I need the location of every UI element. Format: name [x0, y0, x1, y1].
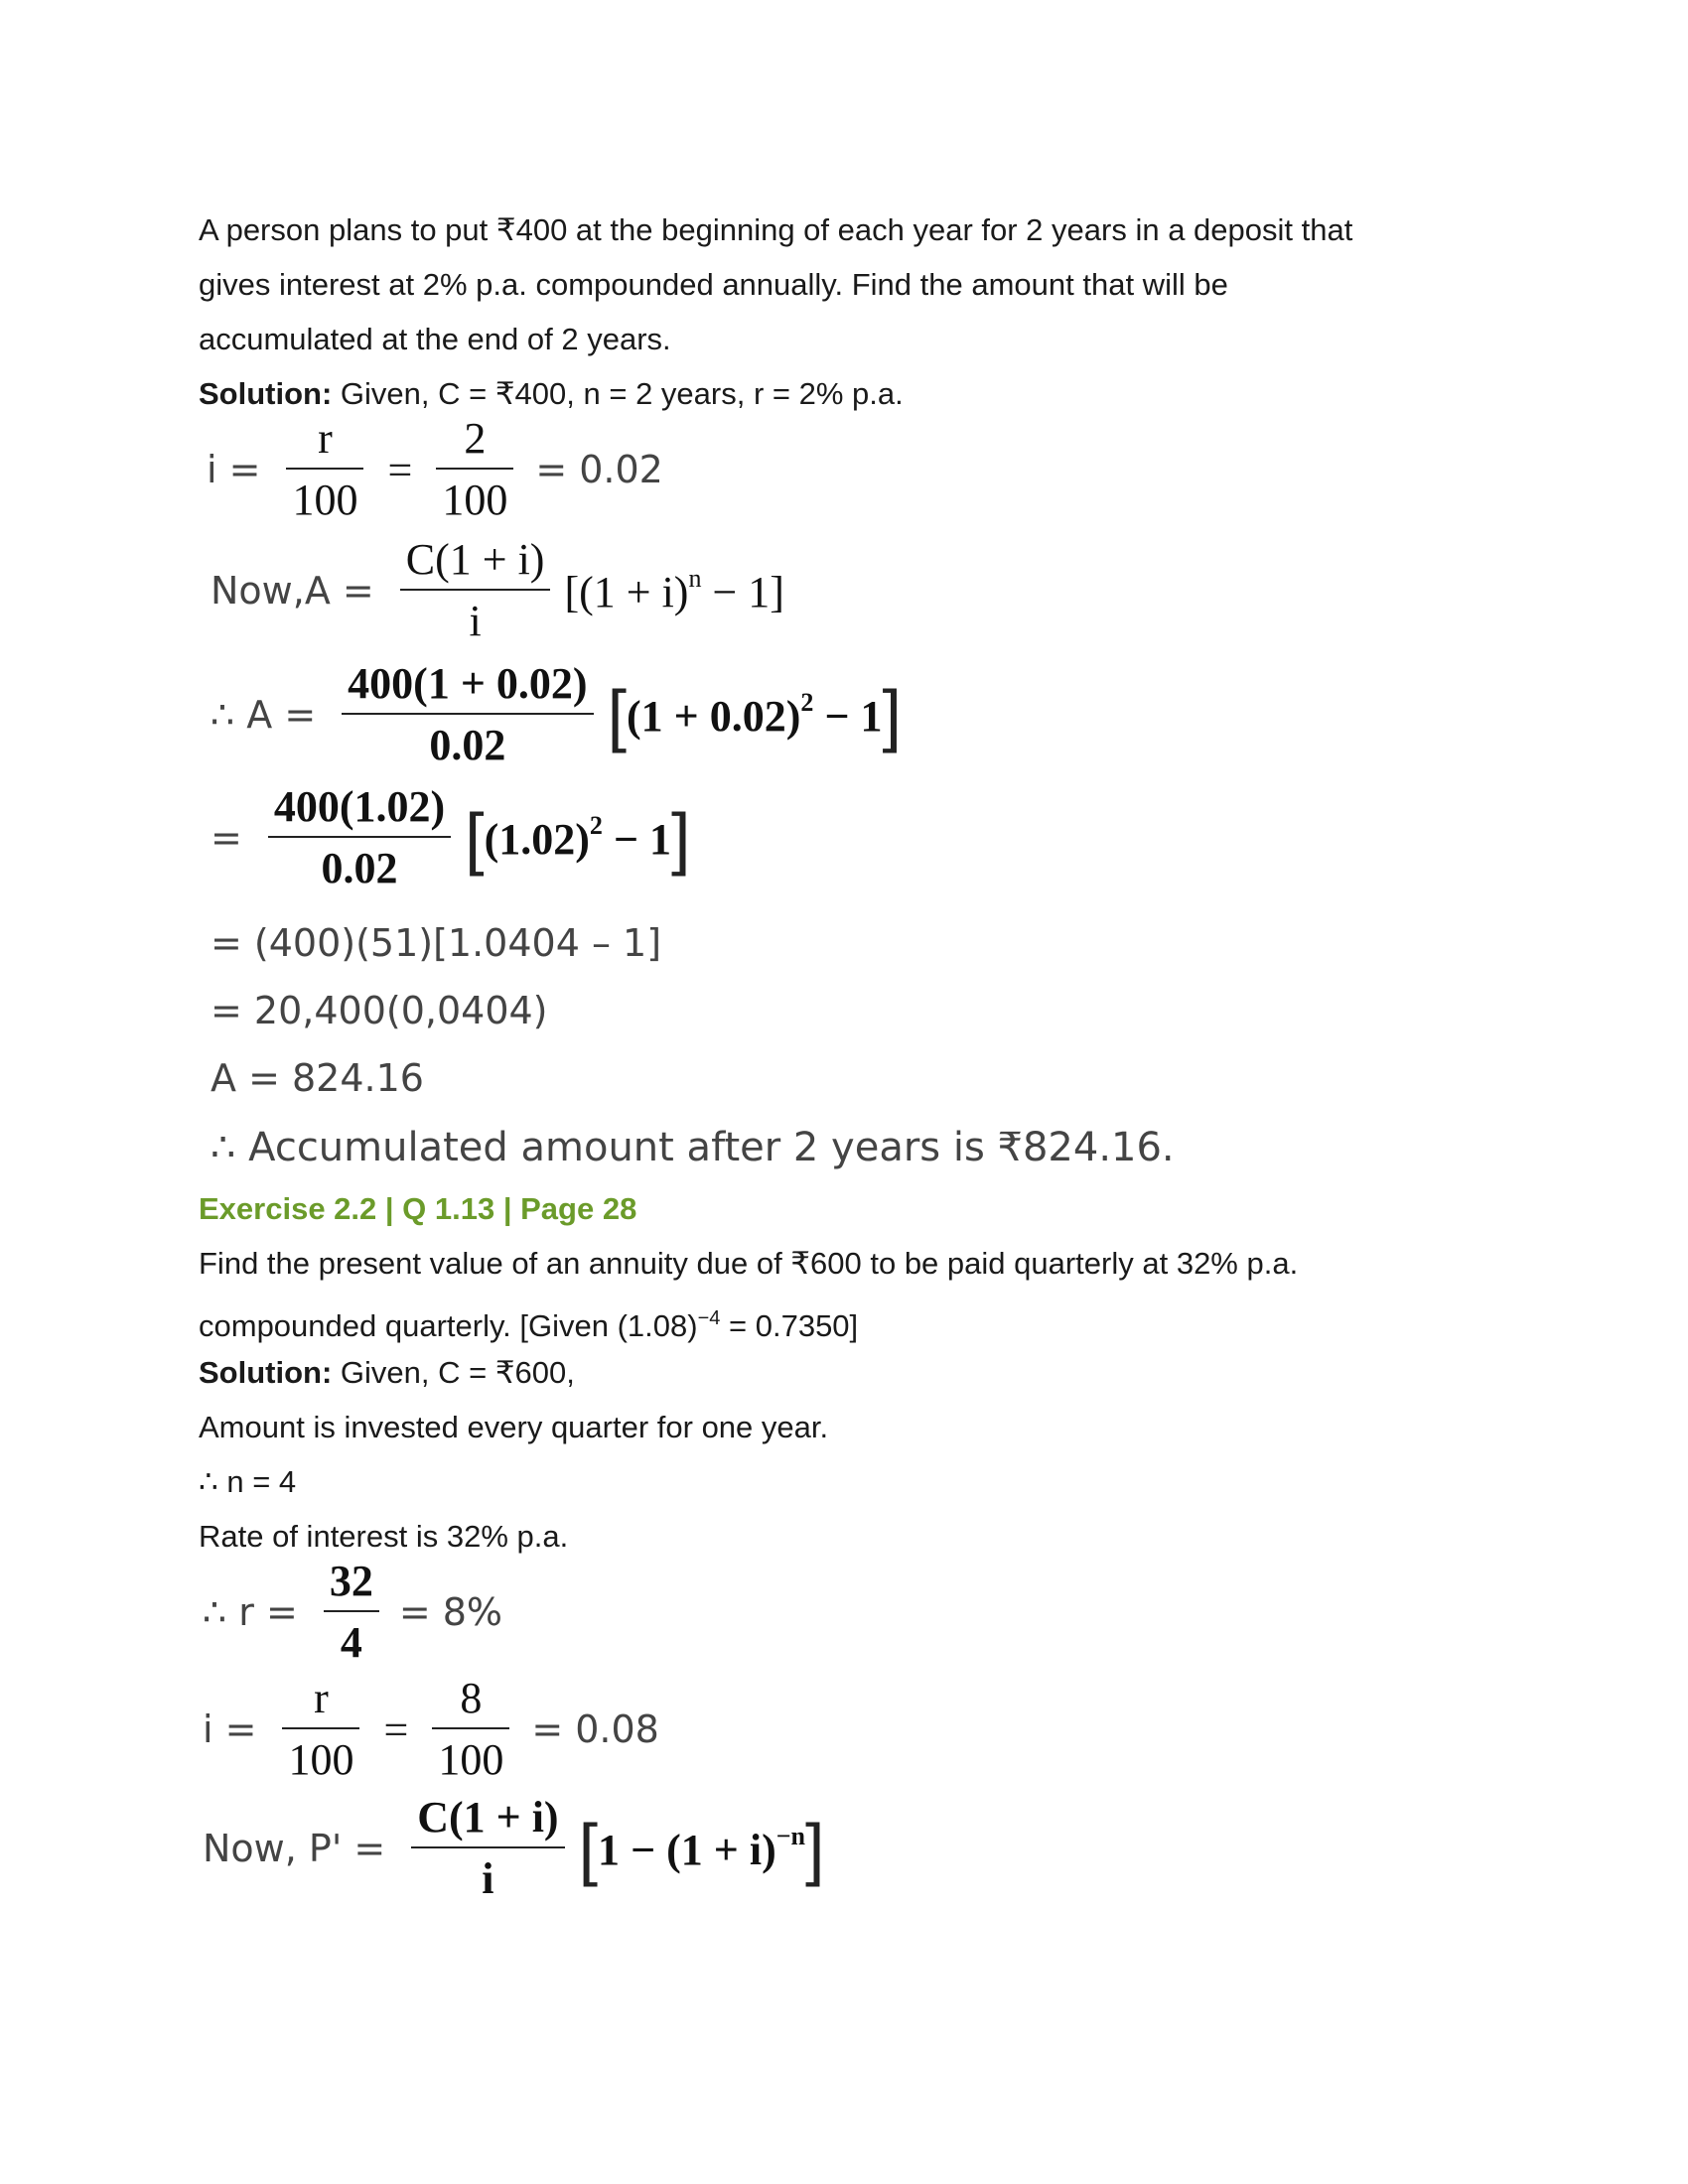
numerator: r	[314, 1674, 329, 1722]
denominator: i	[482, 1854, 494, 1903]
problem1-line1: A person plans to put ₹400 at the beginning of each year for 2 years in a deposit that	[199, 212, 1353, 247]
fraction-r-100	[286, 412, 363, 527]
step-e: A = 824.16	[211, 1056, 424, 1100]
eq-lhs: Now,A =	[211, 569, 374, 613]
solution-label: Solution:	[199, 376, 333, 411]
exponent: n	[688, 564, 702, 593]
bracket-term	[627, 688, 882, 742]
conclusion: ∴ Accumulated amount after 2 years is ₹824.16.	[211, 1125, 1175, 1170]
right-bracket: ]	[671, 799, 691, 877]
bracket-base: (1.02)	[484, 815, 590, 864]
denominator: 4	[340, 1618, 362, 1667]
problem1-line3: accumulated at the end of 2 years.	[199, 322, 671, 356]
denominator: 100	[442, 476, 508, 524]
bracket-base: (1 + 0.02)	[627, 692, 801, 741]
problem2-rate-line: Rate of interest is 32% p.a.	[199, 1519, 569, 1554]
bracket-base: 1 − (1 + i)	[598, 1826, 776, 1874]
line2-post: = 0.7350]	[720, 1308, 859, 1343]
numerator: 400(1.02)	[273, 782, 446, 831]
exponent: 2	[800, 688, 814, 717]
numerator: 32	[329, 1557, 373, 1605]
numerator: r	[318, 414, 333, 463]
bracket-tail: − 1	[813, 692, 883, 741]
denominator: 0.02	[321, 844, 398, 892]
fraction-bar	[286, 468, 363, 470]
denominator: 100	[288, 1735, 354, 1784]
line2-pre: compounded quarterly. [Given (1.08)	[199, 1308, 698, 1343]
fraction-bar	[411, 1846, 564, 1848]
denominator: 100	[292, 476, 358, 524]
eq-lhs: ∴ A =	[211, 693, 317, 737]
exponent: 2	[589, 811, 603, 840]
fraction-bar	[282, 1727, 359, 1729]
eq-result: = 0.08	[531, 1707, 659, 1751]
solution-label: Solution:	[199, 1355, 333, 1390]
exponent: −n	[775, 1822, 806, 1850]
fraction-r-100	[282, 1672, 359, 1787]
fraction-bar	[400, 589, 551, 591]
fraction-c-i	[411, 1791, 564, 1906]
fraction-bar	[324, 1610, 379, 1612]
fraction-bar	[268, 836, 451, 838]
equation-a-substituted	[211, 653, 902, 776]
bracket-term	[564, 564, 783, 617]
problem2-n-line: ∴ n = 4	[199, 1464, 297, 1499]
fraction-400-002	[342, 657, 593, 772]
equals-sign: =	[387, 445, 413, 494]
left-bracket: [	[578, 1810, 599, 1887]
given-text: Given, C = ₹400, n = 2 years, r = 2% p.a.	[332, 376, 904, 411]
problem2-line1: Find the present value of an annuity due of ₹600 to be paid quarterly at 32% p.a.	[199, 1246, 1299, 1281]
right-bracket: ]	[805, 1810, 825, 1887]
fraction-bar	[342, 713, 593, 715]
bracket-term	[485, 811, 671, 865]
equation-i-1	[207, 415, 663, 524]
eq-result: = 0.02	[535, 448, 663, 491]
equals-sign: =	[383, 1705, 409, 1754]
numerator: 8	[460, 1674, 483, 1722]
problem1-line2: gives interest at 2% p.a. compounded annually. Find the amount that will be	[199, 267, 1228, 302]
eq-lhs: =	[211, 816, 242, 860]
bracket-tail: − 1	[602, 815, 671, 864]
problem1-solution	[199, 374, 904, 414]
right-bracket: ]	[882, 676, 902, 753]
numerator: 2	[464, 414, 487, 463]
eq-lhs: Now, P' =	[203, 1827, 386, 1870]
fraction-32-4	[324, 1555, 379, 1670]
problem2-solution	[199, 1353, 575, 1393]
step-d: = 20,400(0,0404)	[211, 989, 548, 1032]
left-bracket: [	[465, 799, 485, 877]
fraction-bar	[432, 1727, 509, 1729]
fraction-400-102	[268, 780, 451, 895]
numerator: C(1 + i)	[417, 1793, 559, 1842]
step-c: = (400)(51)[1.0404 – 1]	[211, 921, 662, 965]
fraction-bar	[436, 468, 513, 470]
numerator: 400(1 + 0.02)	[348, 659, 588, 708]
denominator: i	[469, 597, 482, 645]
problem2-line2	[199, 1298, 858, 1346]
eq-lhs: i =	[207, 448, 261, 491]
bracket-tail: − 1]	[701, 568, 784, 616]
exponent: −4	[697, 1307, 721, 1329]
exercise-heading: Exercise 2.2 | Q 1.13 | Page 28	[199, 1191, 637, 1226]
denominator: 100	[438, 1735, 504, 1784]
bracket-term	[598, 1822, 805, 1875]
denominator: 0.02	[429, 721, 506, 769]
eq-lhs: ∴ r =	[203, 1590, 298, 1634]
eq-result: = 8%	[398, 1590, 503, 1634]
given-text: Given, C = ₹600,	[332, 1355, 575, 1390]
fraction-2-100	[436, 412, 513, 527]
equation-present-value	[203, 1787, 824, 1910]
eq-lhs: i =	[203, 1707, 257, 1751]
equation-a-simplified	[211, 776, 690, 899]
equation-i-2	[203, 1672, 659, 1787]
bracket-base: [(1 + i)	[564, 568, 689, 616]
equation-r	[203, 1555, 502, 1670]
equation-annuity-formula	[211, 531, 784, 650]
fraction-8-100	[432, 1672, 509, 1787]
left-bracket: [	[607, 676, 628, 753]
numerator: C(1 + i)	[405, 535, 545, 584]
fraction-c-i	[400, 533, 551, 648]
problem2-amount-line: Amount is invested every quarter for one year.	[199, 1410, 829, 1444]
